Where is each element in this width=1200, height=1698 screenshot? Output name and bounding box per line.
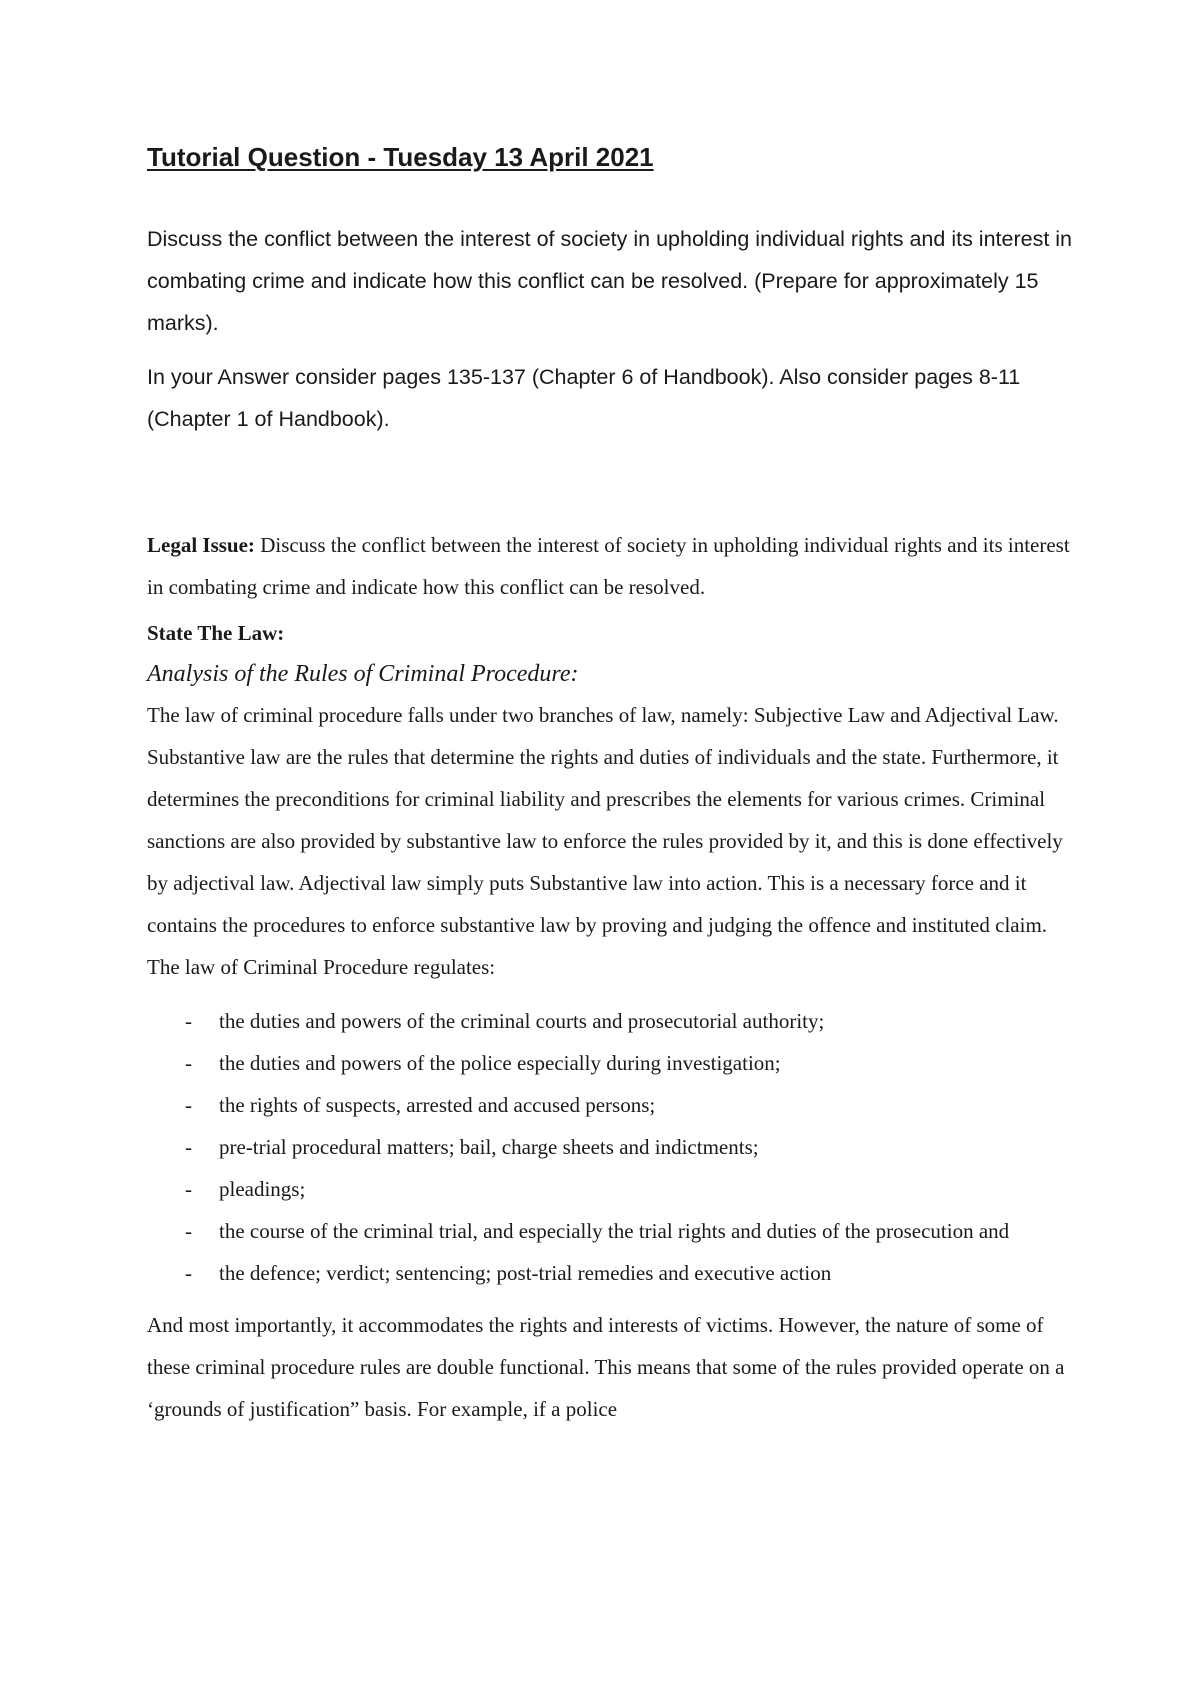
list-item: - the course of the criminal trial, and especially the trial rights and duties of the prosecution and xyxy=(147,1210,1077,1252)
list-item: - pre-trial procedural matters; bail, charge sheets and indictments; xyxy=(147,1126,1077,1168)
question-consider: In your Answer consider pages 135-137 (Chapter 6 of Handbook). Also consider pages 8-11 (Chapter 1 of Handbook). xyxy=(147,365,1021,431)
list-item: - pleadings; xyxy=(147,1168,1077,1210)
document-title: Tutorial Question - Tuesday 13 April 2021 xyxy=(147,142,654,172)
list-dash: - xyxy=(185,1261,192,1285)
analysis-subheading: Analysis of the Rules of Criminal Procedure: xyxy=(147,661,579,687)
body-paragraph: The law of criminal procedure falls under two branches of law, namely: Subjective Law and Adjectival Law. Substantive law are the rules that determine the rights and duties of individuals and the state. Furthermore, it determines the preconditions for criminal liability and prescribes the elements for various crimes. Criminal sanctions are also provided by substantive law to enforce the rules provided by it, and this is done effectively by adjectival law. Adjectival law simply puts Substantive law into action. This is a necessary force and it contains the procedures to enforce substantive law by proving and judging the offence and instituted claim. The law of Criminal Procedure regulates: xyxy=(147,703,1063,979)
list-item: - the rights of suspects, arrested and accused persons; xyxy=(147,1084,1077,1126)
list-dash: - xyxy=(185,1219,192,1243)
legal-issue-label: Legal Issue: xyxy=(147,533,255,557)
legal-issue xyxy=(147,524,1077,608)
document-page xyxy=(147,140,1077,1442)
list-item: - the duties and powers of the criminal courts and prosecutorial authority; xyxy=(147,1000,1077,1042)
state-law-heading: State The Law: xyxy=(147,621,285,645)
list-item: - the defence; verdict; sentencing; post-trial remedies and executive action xyxy=(147,1252,1077,1294)
list-dash: - xyxy=(185,1009,192,1033)
list-dash: - xyxy=(185,1135,192,1159)
list-item: - the duties and powers of the police especially during investigation; xyxy=(147,1042,1077,1084)
list-dash: - xyxy=(185,1177,192,1201)
list-dash: - xyxy=(185,1051,192,1075)
regulates-list xyxy=(147,1000,1077,1294)
question-text: Discuss the conflict between the interest of society in upholding individual rights and its interest in combating crime and indicate how this conflict can be resolved. (Prepare for approximately 15 marks). xyxy=(147,227,1073,335)
list-dash: - xyxy=(185,1093,192,1117)
closing-paragraph: And most importantly, it accommodates the rights and interests of victims. However, the nature of some of these criminal procedure rules are double functional. This means that some of the rules provided operate on a ‘grounds of justification” basis. For example, if a police xyxy=(147,1313,1065,1421)
legal-issue-text: Discuss the conflict between the interest of society in upholding individual rights and its interest in combating crime and indicate how this conflict can be resolved. xyxy=(147,533,1070,599)
